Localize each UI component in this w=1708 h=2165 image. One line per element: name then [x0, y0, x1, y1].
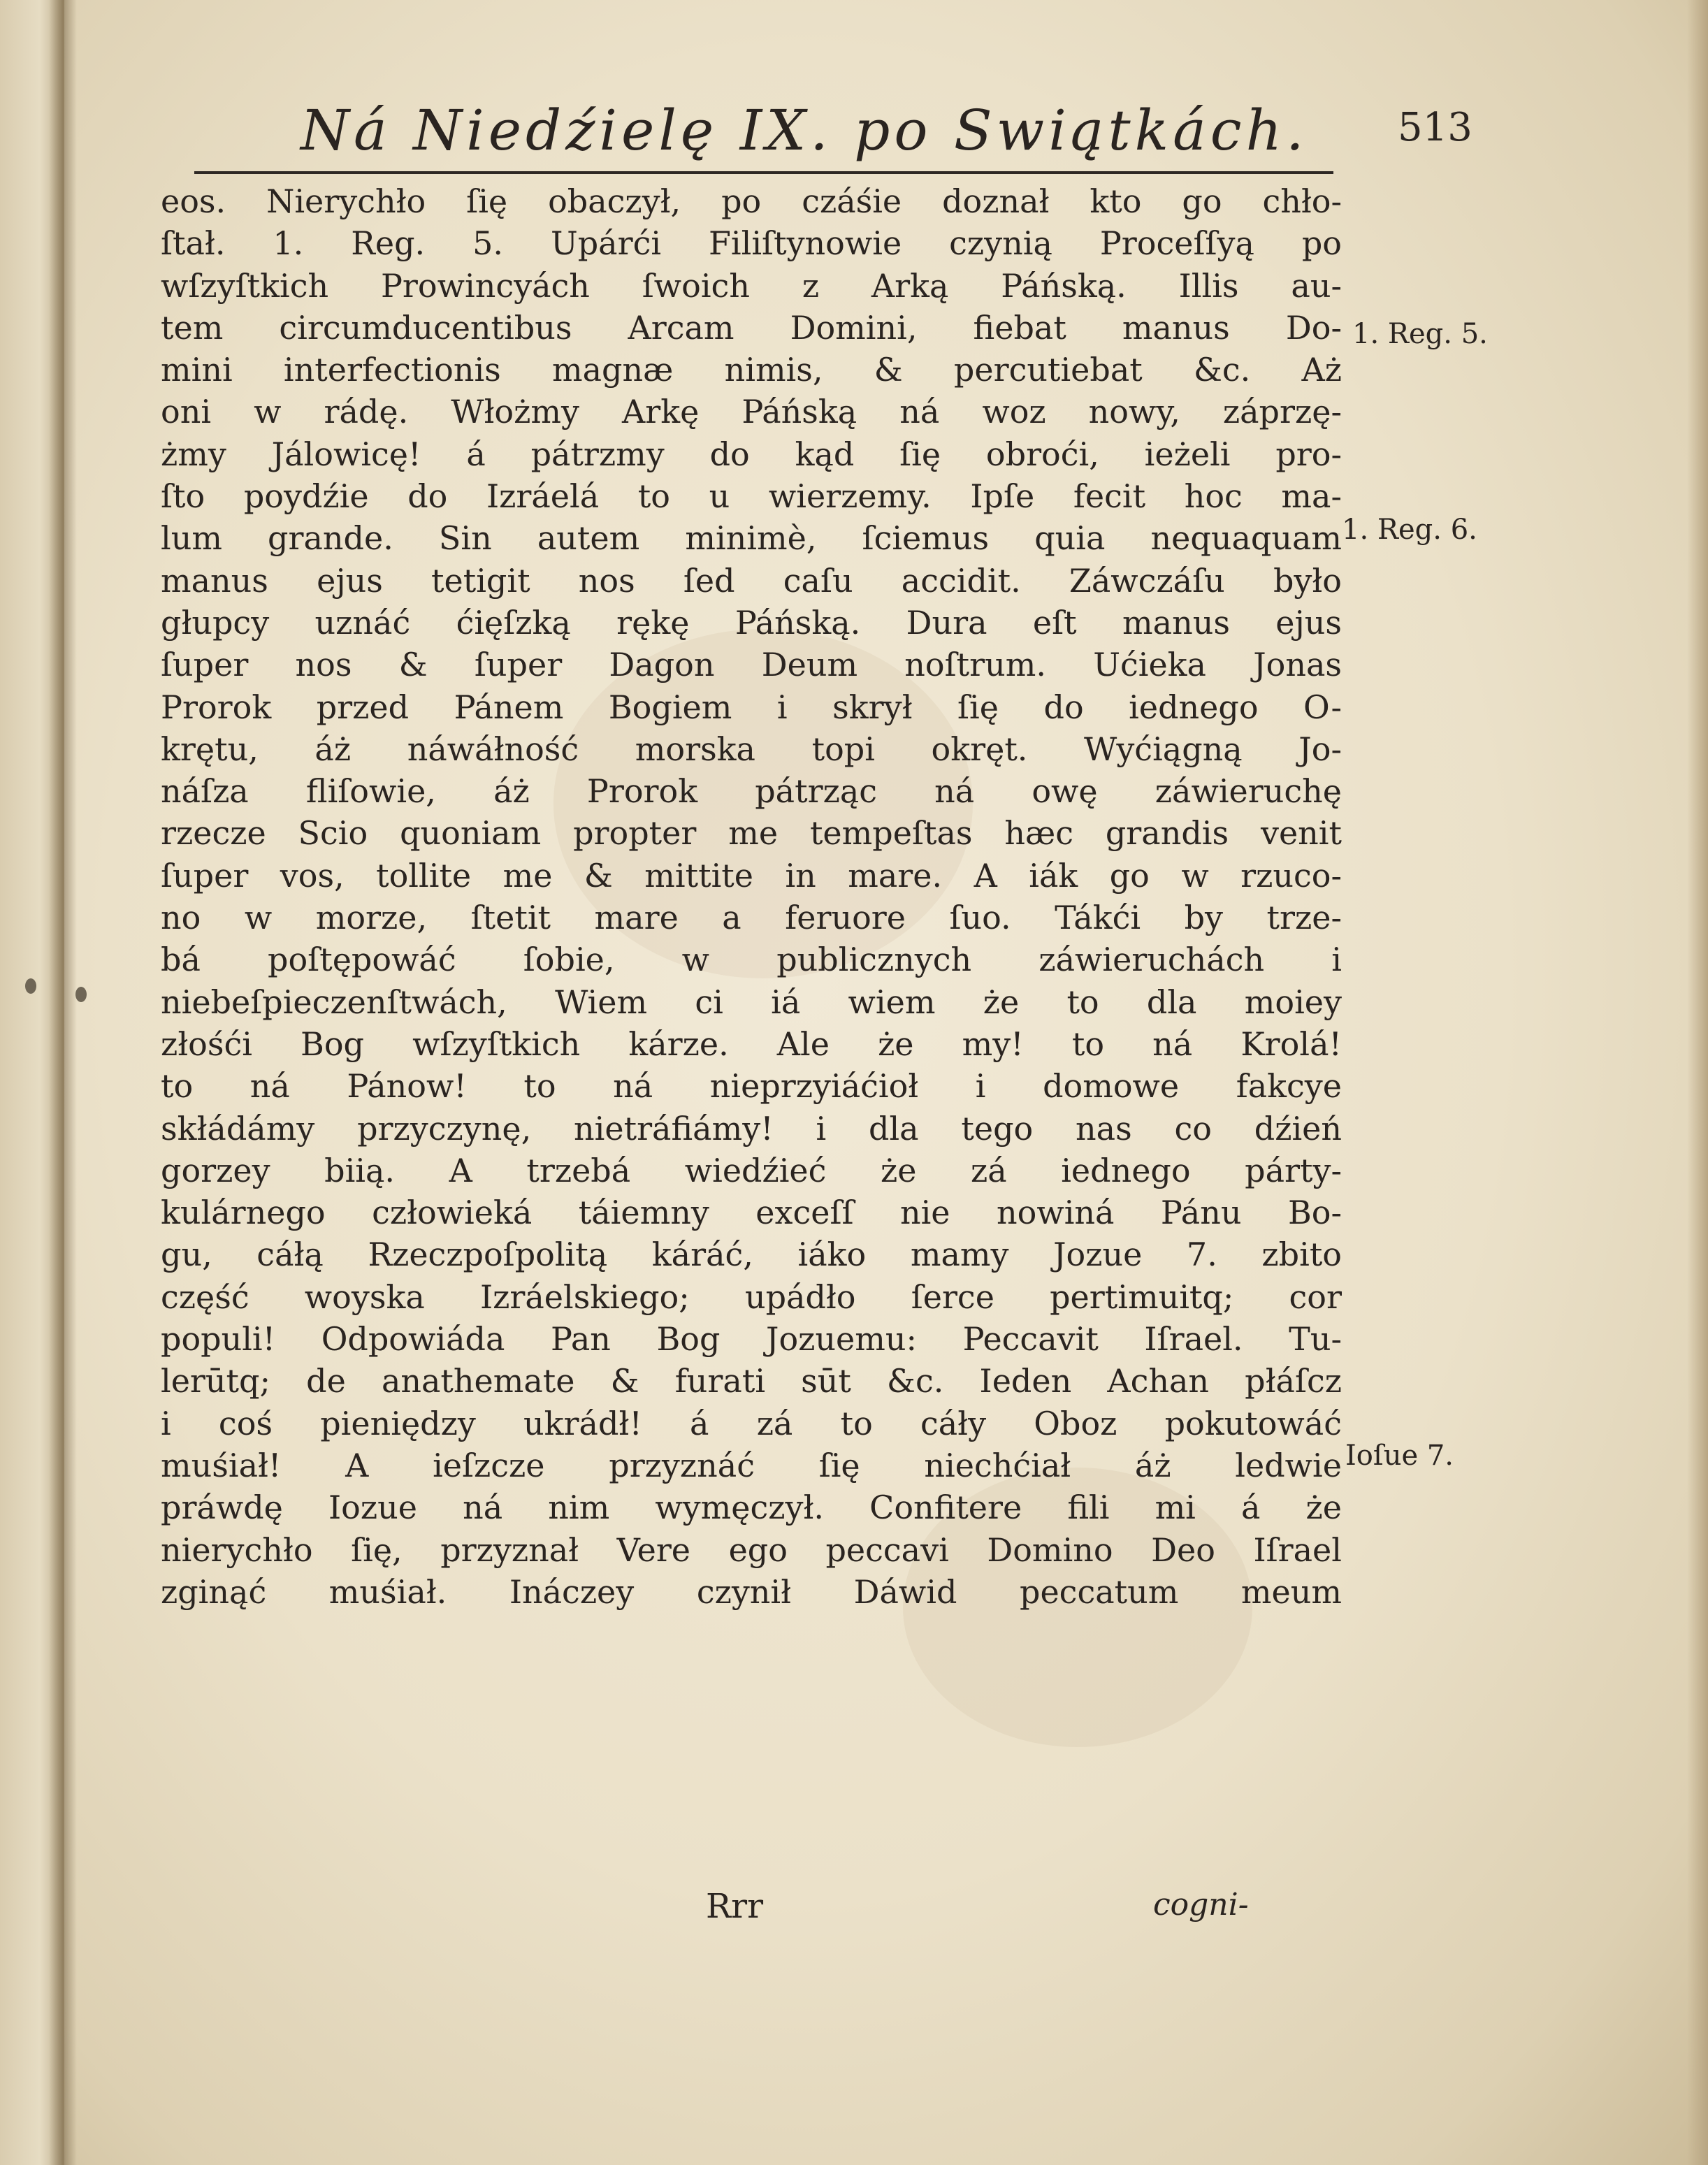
text-line: ſto poydźie do Izráelá to u wierzemy. Ipſe fecit hoc ma- [161, 477, 1342, 516]
text-line: bá poſtępowáć ſobie, w publicznych záwieruchách i [161, 941, 1342, 979]
binding-gutter [49, 0, 77, 2165]
text-line: manus ejus tetigit nos ſed caſu accidit. Záwczáſu było [161, 561, 1342, 600]
text-line: skłádámy przyczynę, nietráfiámy! i dla tego nas co dźień [161, 1109, 1342, 1147]
text-line: zginąć muśiał. Ináczey czynił Dáwid peccatum meum [161, 1572, 1342, 1611]
text-line: ſuper nos & ſuper Dagon Deum noſtrum. Ućieka Jonas [161, 646, 1342, 684]
text-line: náſza fliſowie, áż Prorok pátrząc ná owę záwieruchę [161, 772, 1342, 811]
header-rule [194, 171, 1333, 174]
text-line: kulárnego człowieká táiemny exceſſ nie nowiná Pánu Bo- [161, 1194, 1342, 1232]
page-number: 513 [1398, 105, 1472, 150]
binding-hole [25, 978, 36, 994]
text-line: lum grande. Sin autem minimè, ſciemus quia nequaquam [161, 519, 1342, 558]
text-line: muśiał! A ieſzcze przyznáć ſię niechćiał áż ledwie [161, 1446, 1342, 1484]
text-line: práwdę Iozue ná nim wymęczył. Confitere fili mi á że [161, 1489, 1342, 1527]
text-line: lerūtq; de anathemate & furati sūt &c. Ieden Achan płáſcz [161, 1362, 1342, 1400]
text-line: wſzyſtkich Prowincyách ſwoich z Arką Páńską. Illis au- [161, 266, 1342, 305]
text-line: niebeſpieczenſtwách, Wiem ci iá wiem że to dla moiey [161, 983, 1342, 1021]
text-line: gu, cáłą Rzeczpoſpolitą káráć, iáko mamy Jozue 7. zbito [161, 1236, 1342, 1274]
text-line: gorzey biią. A trzebá wiedźieć że zá iednego párty- [161, 1151, 1342, 1189]
text-line: mini interfectionis magnæ nimis, & percutiebat &c. Aż [161, 351, 1342, 389]
text-line: Prorok przed Pánem Bogiem i skrył ſię do iednego O- [161, 688, 1342, 726]
page-header [231, 98, 1321, 182]
text-line: rzecze Scio quoniam propter me tempeſtas hæc grandis venit [161, 814, 1342, 853]
signature-mark: Rrr [706, 1887, 764, 1926]
page-edge-shadow [1687, 0, 1708, 2165]
text-line: krętu, áż náwáłność morska topi okręt. Wyćiągną Jo- [161, 730, 1342, 768]
catchword: cogni- [1153, 1887, 1249, 1923]
margin-note: 1. Reg. 6. [1342, 514, 1477, 546]
text-line: oni w rádę. Włożmy Arkę Páńską ná woz nowy, záprzę- [161, 393, 1342, 431]
margin-note: Ioſue 7. [1345, 1440, 1454, 1472]
body-text [161, 180, 1342, 1613]
binding-hole [75, 987, 87, 1002]
text-line: to ná Pánow! to ná nieprzyiáćioł i domowe fakcye [161, 1067, 1342, 1106]
text-line: ſtał. 1. Reg. 5. Upárći Filiſtynowie czynią Proceſſyą po [161, 224, 1342, 263]
text-line: i coś pieniędzy ukrádł! á zá to cáły Oboz pokutowáć [161, 1404, 1342, 1442]
text-line: złośći Bog wſzyſtkich kárze. Ale że my! to ná Krolá! [161, 1024, 1342, 1063]
text-line: ſuper vos, tollite me & mittite in mare. A iák go w rzuco- [161, 856, 1342, 895]
margin-note: 1. Reg. 5. [1352, 318, 1488, 350]
text-line: część woyska Izráelskiego; upádło ſerce pertimuitq; cor [161, 1277, 1342, 1316]
text-line: żmy Jálowicę! á pátrzmy do kąd ſię obroći, ieżeli pro- [161, 435, 1342, 473]
text-line: głupcy uznáć ćięſzką rękę Páńską. Dura eſt manus ejus [161, 603, 1342, 642]
text-line: tem circumducentibus Arcam Domini, fiebat manus Do- [161, 308, 1342, 347]
running-head: Ná Niedźielę IX. po Swiątkách. [301, 98, 1308, 163]
text-line: no w morze, ſtetit mare a feruore ſuo. Tákći by trze- [161, 899, 1342, 937]
text-line: eos. Nierychło ſię obaczył, po czáśie doznał kto go chło- [161, 182, 1342, 220]
text-line: nierychło ſię, przyznał Vere ego peccavi Domino Deo Iſrael [161, 1530, 1342, 1569]
text-line: populi! Odpowiáda Pan Bog Jozuemu: Peccavit Iſrael. Tu- [161, 1320, 1342, 1359]
